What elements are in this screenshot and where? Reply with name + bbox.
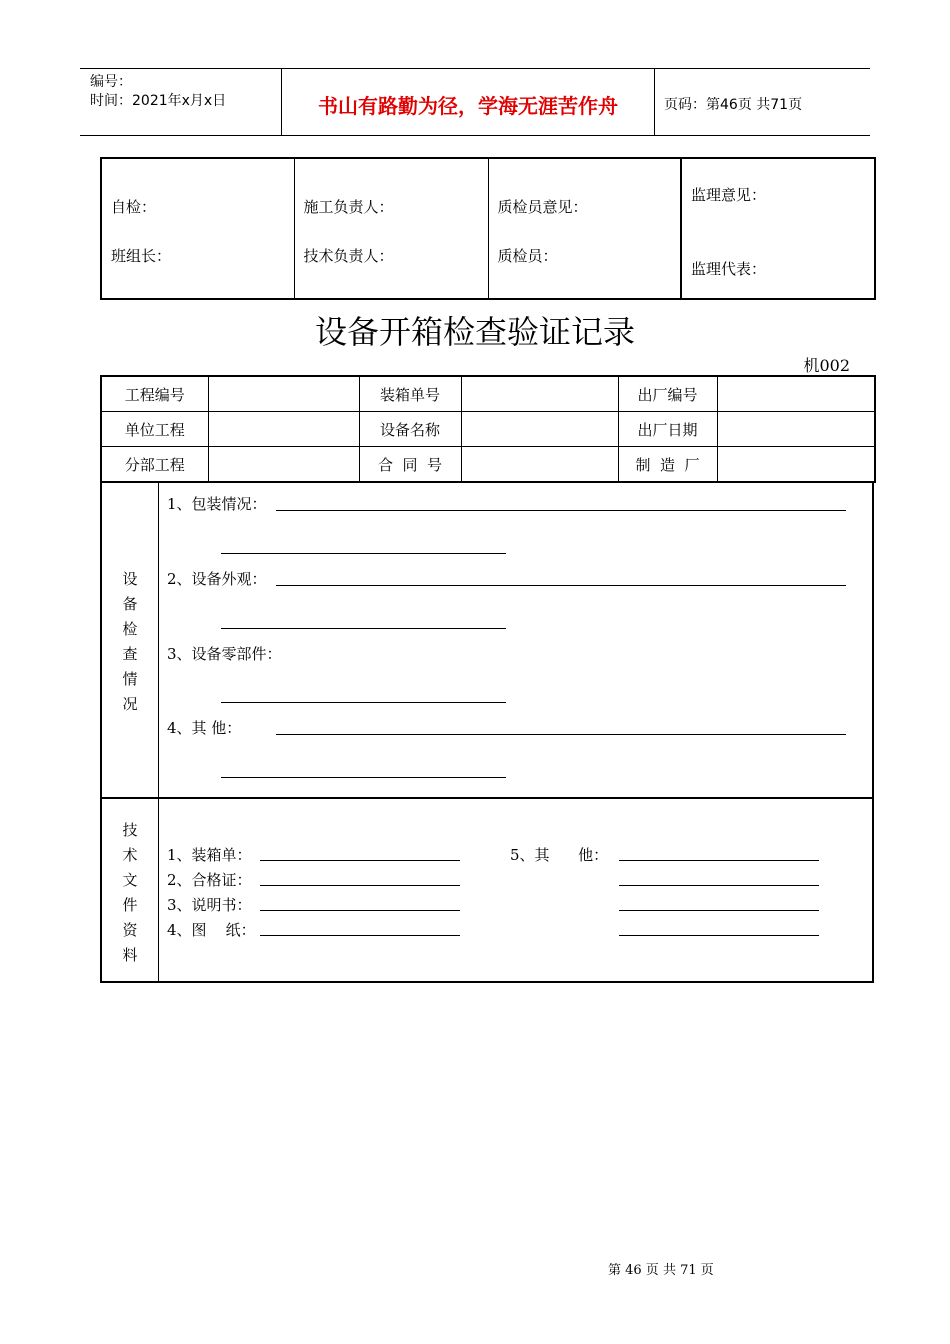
technical-lead-label: 技术负责人： bbox=[303, 247, 394, 265]
project-number-label: 工程编号 bbox=[101, 376, 208, 412]
label-char: 料 bbox=[122, 946, 138, 964]
manufacturer-label: 制 造 厂 bbox=[618, 447, 717, 483]
label-char: 备 bbox=[122, 595, 138, 613]
components-label: 3、设备零部件： bbox=[167, 645, 282, 663]
label-char: 资 bbox=[122, 921, 138, 939]
signoff-cell bbox=[101, 158, 294, 299]
other-docs-field[interactable] bbox=[619, 860, 819, 861]
documents-section bbox=[100, 797, 874, 983]
documents-vertical-label bbox=[102, 798, 159, 981]
motto: 书山有路勤为径，学海无涯苦作舟 bbox=[318, 94, 618, 118]
manual-field[interactable] bbox=[260, 910, 460, 911]
packaging-field-continued[interactable] bbox=[221, 553, 506, 554]
contract-number-label: 合 同 号 bbox=[359, 447, 461, 483]
label-char: 查 bbox=[122, 645, 138, 663]
manual-label: 3、说明书： bbox=[167, 896, 252, 914]
manufacturer-value[interactable] bbox=[717, 447, 875, 483]
number-label: 编号： bbox=[90, 74, 132, 90]
factory-number-label: 出厂编号 bbox=[618, 376, 717, 412]
signoff-cell bbox=[681, 158, 875, 299]
equipment-name-value[interactable] bbox=[461, 412, 618, 447]
packing-list-number-value[interactable] bbox=[461, 376, 618, 412]
qc-opinion-label: 质检员意见： bbox=[497, 198, 588, 216]
label-char: 情 bbox=[122, 670, 138, 688]
signoff-cell bbox=[488, 158, 681, 299]
unit-project-label: 单位工程 bbox=[101, 412, 208, 447]
self-check-label: 自检： bbox=[111, 198, 157, 216]
appearance-field-continued[interactable] bbox=[221, 628, 506, 629]
components-field[interactable] bbox=[221, 702, 506, 703]
inspection-vertical-label bbox=[102, 481, 159, 797]
info-table bbox=[100, 375, 876, 483]
info-row bbox=[101, 447, 875, 483]
packing-list-doc-label: 1、装箱单： bbox=[167, 846, 252, 864]
other-field-continued[interactable] bbox=[221, 777, 506, 778]
other-label: 4、其 他： bbox=[167, 719, 242, 737]
label-char: 技 bbox=[122, 821, 138, 839]
equipment-name-label: 设备名称 bbox=[359, 412, 461, 447]
header-top-rule bbox=[80, 68, 870, 69]
form-code: 机002 bbox=[803, 356, 850, 375]
signoff-table bbox=[100, 157, 876, 300]
sub-project-label: 分部工程 bbox=[101, 447, 208, 483]
other-docs-field[interactable] bbox=[619, 885, 819, 886]
other-field[interactable] bbox=[276, 734, 846, 735]
packing-list-number-label: 装箱单号 bbox=[359, 376, 461, 412]
sub-project-value[interactable] bbox=[208, 447, 359, 483]
qc-inspector-label: 质检员： bbox=[497, 247, 558, 265]
factory-number-value[interactable] bbox=[717, 376, 875, 412]
signoff-cell bbox=[294, 158, 488, 299]
factory-date-label: 出厂日期 bbox=[618, 412, 717, 447]
page-info: 页码：第46页 共71页 bbox=[664, 97, 803, 113]
team-leader-label: 班组长： bbox=[111, 247, 172, 265]
certificate-field[interactable] bbox=[260, 885, 460, 886]
certificate-label: 2、合格证： bbox=[167, 871, 252, 889]
header-bottom-rule bbox=[80, 135, 870, 136]
info-row bbox=[101, 412, 875, 447]
label-char: 况 bbox=[122, 695, 138, 713]
other-docs-field[interactable] bbox=[619, 935, 819, 936]
inspection-section bbox=[100, 481, 874, 799]
label-char: 件 bbox=[122, 896, 138, 914]
contract-number-value[interactable] bbox=[461, 447, 618, 483]
unit-project-value[interactable] bbox=[208, 412, 359, 447]
appearance-label: 2、设备外观： bbox=[167, 570, 267, 588]
page-title: 设备开箱检查验证记录 bbox=[314, 313, 635, 351]
time-label: 时间：2021年x月x日 bbox=[90, 93, 227, 109]
info-row bbox=[101, 376, 875, 412]
label-char: 文 bbox=[122, 871, 138, 889]
supervision-rep-label: 监理代表： bbox=[691, 260, 767, 278]
appearance-field[interactable] bbox=[276, 585, 846, 586]
label-char: 检 bbox=[122, 620, 138, 638]
factory-date-value[interactable] bbox=[717, 412, 875, 447]
drawings-label: 4、图 纸： bbox=[167, 921, 256, 939]
construction-lead-label: 施工负责人： bbox=[303, 198, 394, 216]
supervision-opinion-label: 监理意见： bbox=[691, 186, 767, 204]
other-docs-label: 5、其 他： bbox=[510, 846, 609, 864]
packaging-label: 1、包装情况： bbox=[167, 495, 267, 513]
drawings-field[interactable] bbox=[260, 935, 460, 936]
header-divider bbox=[654, 68, 655, 135]
packaging-field[interactable] bbox=[276, 510, 846, 511]
label-char: 术 bbox=[122, 846, 138, 864]
other-docs-field[interactable] bbox=[619, 910, 819, 911]
packing-list-doc-field[interactable] bbox=[260, 860, 460, 861]
label-char: 设 bbox=[122, 570, 138, 588]
project-number-value[interactable] bbox=[208, 376, 359, 412]
page-footer: 第 46 页 共 71 页 bbox=[608, 1263, 714, 1278]
